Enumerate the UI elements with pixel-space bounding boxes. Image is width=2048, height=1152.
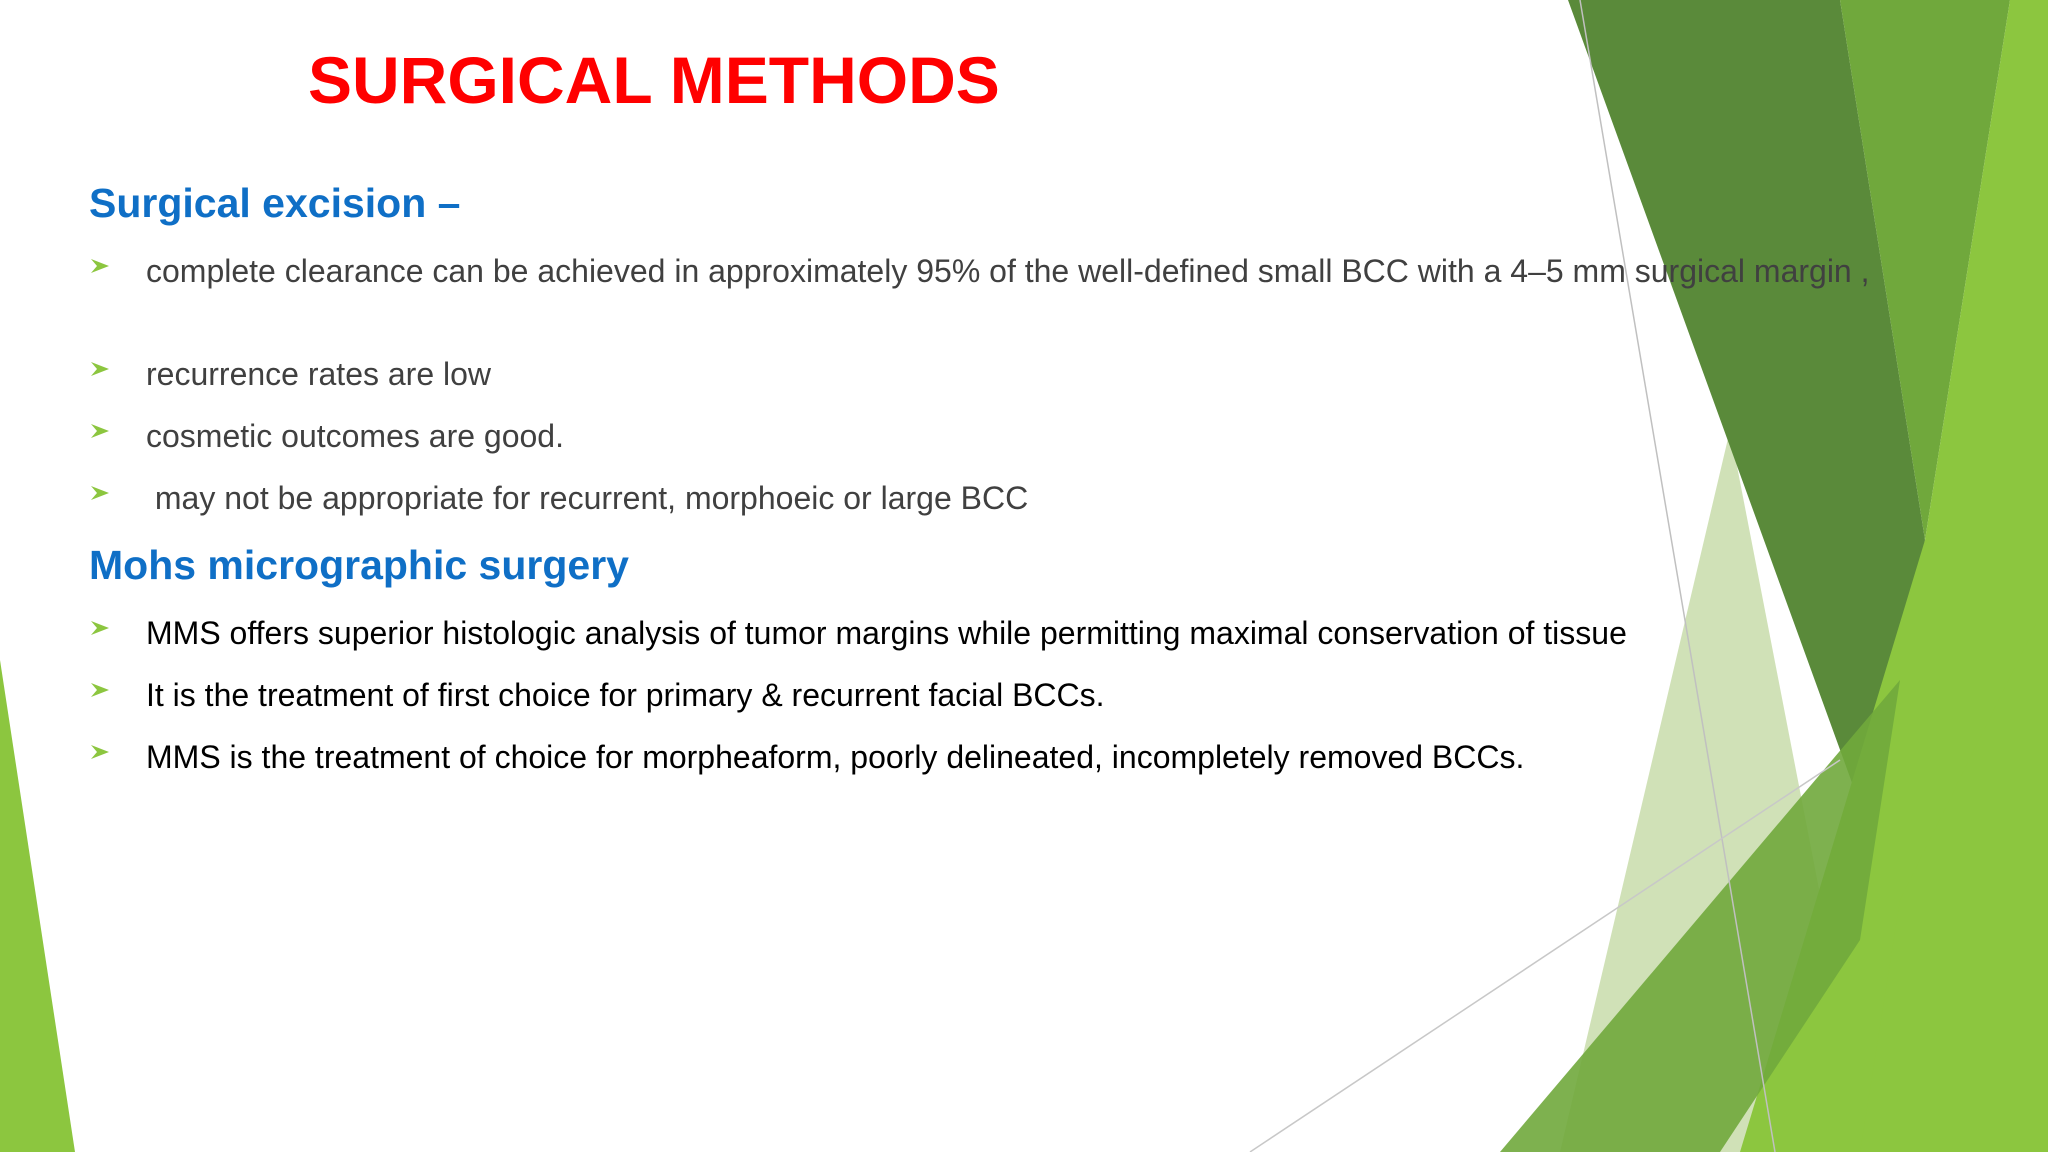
list-item (89, 416, 1879, 456)
chevron-arrow-icon (89, 255, 111, 277)
bullet-text: It is the treatment of first choice for primary & recurrent facial BCCs. (146, 677, 1105, 713)
chevron-arrow-icon (89, 741, 111, 763)
chevron-arrow-icon (89, 482, 111, 504)
slide-title: SURGICAL METHODS (308, 43, 1000, 117)
heading-surgical-excision: Surgical excision – (89, 180, 461, 226)
list-item (89, 354, 1879, 394)
list-item (89, 478, 1879, 518)
chevron-arrow-icon (89, 358, 111, 380)
bullet-text: cosmetic outcomes are good. (146, 418, 564, 454)
list-item (89, 737, 1879, 777)
bullet-text: recurrence rates are low (146, 356, 492, 392)
bullet-text: MMS is the treatment of choice for morpheaform, poorly delineated, incompletely removed BCCs. (146, 739, 1525, 775)
bullet-text: may not be appropriate for recurrent, morphoeic or large BCC (146, 480, 1029, 516)
list-item (89, 251, 1879, 291)
chevron-arrow-icon (89, 679, 111, 701)
list-item (89, 613, 1879, 653)
bullet-text: MMS offers superior histologic analysis of tumor margins while permitting maximal conservation of tissue (146, 615, 1627, 651)
list-item (89, 675, 1879, 715)
bullet-text: complete clearance can be achieved in approximately 95% of the well-defined small BCC with a 4–5 mm surgical margin , (146, 253, 1870, 289)
heading-mohs-surgery: Mohs micrographic surgery (89, 542, 629, 588)
chevron-arrow-icon (89, 420, 111, 442)
chevron-arrow-icon (89, 617, 111, 639)
